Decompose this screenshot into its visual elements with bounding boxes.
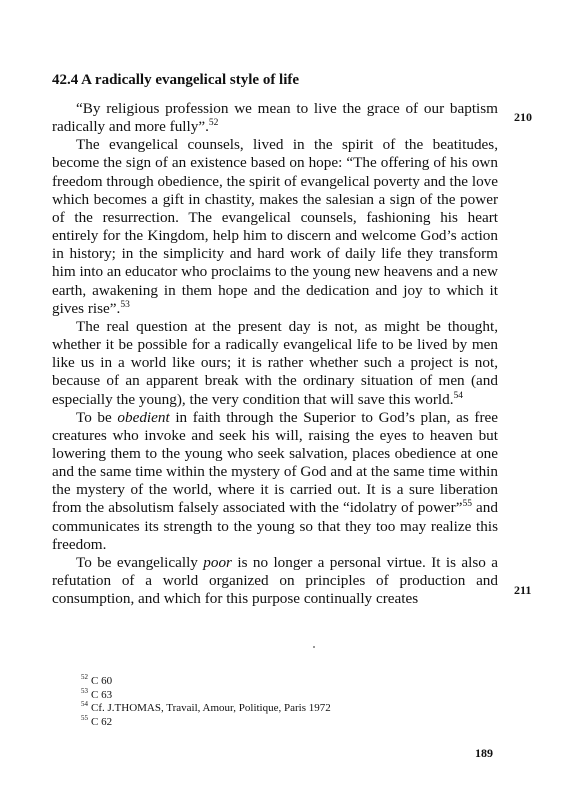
footnote-text-52: C 60 (91, 675, 113, 687)
footnote-text-53: C 63 (91, 688, 113, 701)
marginal-number-210: 210 (514, 110, 532, 124)
footnote-text-54: Cf. J.THOMAS, Travail, Amour, Politique, Paris 1972 (91, 702, 331, 714)
paragraph-real-question-text: The real question at the present day is not, as might be thought, whether it be possible for a radically evangelical life to be lived by men like us in a world like ours; it is rather whether such a project is not, because of an apparent break with the ordinary situation of men (and especially the young), the very condition that will save this world. (52, 317, 498, 408)
paragraph-evangelical-counsels (52, 136, 498, 318)
footnote-number-52: 52 (81, 673, 88, 682)
paragraph-poverty-before: To be evangelically (76, 553, 204, 571)
paragraph-obedience-after: and communicates its strength to the young so that they too may realize this freedom. (52, 499, 498, 553)
paragraph-real-question (52, 318, 498, 409)
footnote-text-55: C 62 (91, 715, 113, 728)
paragraph-profession (52, 100, 498, 136)
page-number: 189 (475, 746, 493, 760)
footnote-52 (81, 675, 441, 689)
footnote-ref-52: 52 (208, 118, 219, 129)
paragraph-evangelical-counsels-text: The evangelical counsels, lived in the spirit of the beatitudes, become the sign of an existence based on hope: “The offering of his own freedom through obedience, the spirit of evangelical poverty and the love which becomes a gift in chastity, makes the salesian a sign of the power of the resurrection. The evangelical counsels, fashioning his heart entirely for the Kingdom, help him to discern and welcome God’s action in history; in the simplicity and hard work of daily life they transform him into an educator who proclaims to the young new heavens and a new earth, awakening in them hope and the dedication and joy to which it gives rise”. (52, 136, 498, 317)
footnotes (81, 675, 441, 729)
paragraph-poverty-after: is no longer a personal virtue. It is also a refutation of a world organized on principles of production and consumption, and which for this purpose continually creates (52, 553, 498, 608)
footnote-number-54: 54 (81, 700, 88, 709)
small-dot-mark (313, 646, 315, 648)
footnote-ref-54: 54 (453, 390, 464, 401)
footnote-55 (81, 713, 441, 730)
footnote-53 (81, 686, 441, 703)
marginal-number-211: 211 (514, 583, 532, 597)
section-heading: 42.4 A radically evangelical style of life (52, 72, 300, 89)
footnote-ref-53: 53 (120, 299, 130, 310)
paragraph-poverty (52, 554, 498, 608)
emphasis-obedient: obedient (117, 408, 170, 426)
body-text (52, 100, 498, 608)
emphasis-poor: poor (203, 553, 232, 571)
footnote-ref-55: 55 (462, 499, 472, 510)
paragraph-obedience (52, 409, 498, 554)
paragraph-obedience-middle: in faith through the Superior to God’s plan, as free creatures who invoke and seek his will, raising the eyes to heaven but lowering them to the young who seek salvation, places obedience at one and the same time within the mystery of God and at the same time within the mystery of the world, where it is carried out. It is a sure liberation from the absolutism falsely associated with the “idolatry of power” (52, 408, 498, 517)
footnote-number-55: 55 (81, 713, 88, 722)
footnote-number-53: 53 (81, 686, 88, 695)
paragraph-obedience-before: To be (76, 408, 118, 426)
footnote-54 (81, 702, 441, 716)
paragraph-profession-text: “By religious profession we mean to live the grace of our baptism radically and more fully”. (52, 100, 498, 136)
